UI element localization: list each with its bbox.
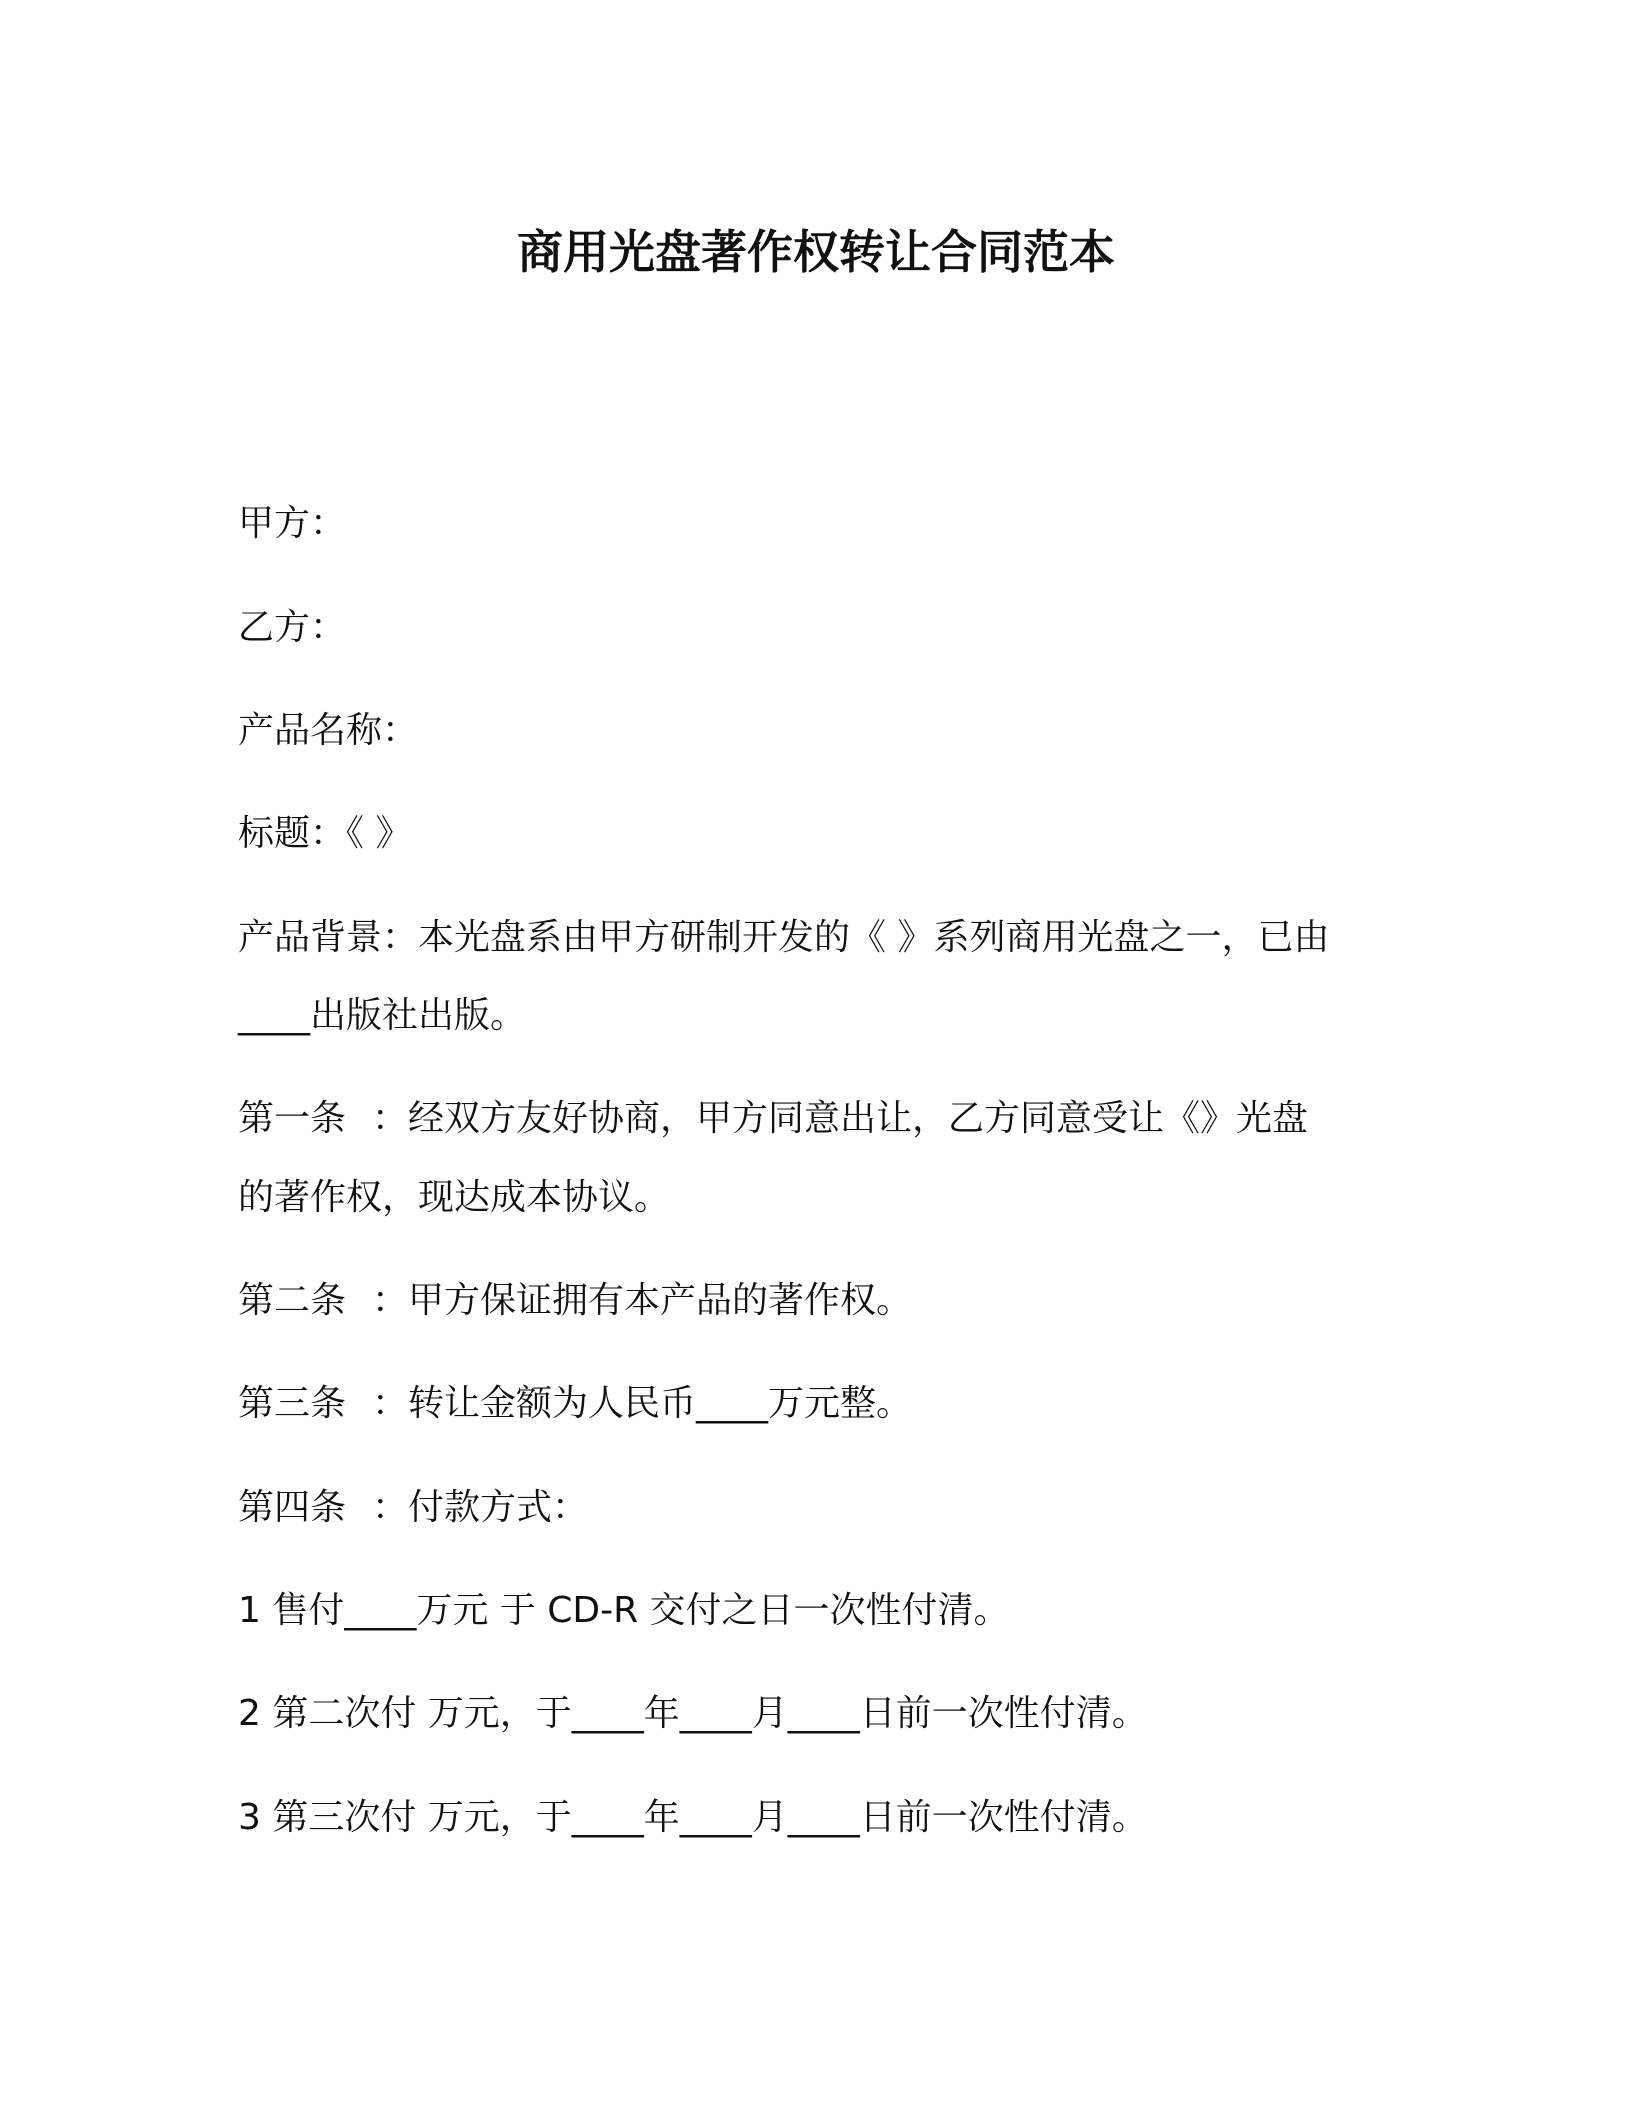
background-line-1: 产品背景：本光盘系由甲方研制开发的《 》系列商用光盘之一，已由 xyxy=(238,917,1330,958)
article-2-line xyxy=(238,1275,1378,1327)
article-1-label: 第一条 xyxy=(238,1098,347,1139)
article-2-label: 第二条 xyxy=(238,1280,347,1321)
heading-line: 标题：《 》 xyxy=(238,813,412,854)
article-4-label: 第四条 xyxy=(238,1487,347,1528)
article-1-text: ：经双方友好协商，甲方同意出让，乙方同意受让《》光盘 xyxy=(372,1098,1309,1139)
payment-item-2: 2 第二次付 万元，于____年____月____日前一次性付清。 xyxy=(238,1693,1148,1734)
background-line-2: ____出版社出版。 xyxy=(238,995,527,1036)
article-1-line-2: 的著作权，现达成本协议。 xyxy=(238,1177,671,1218)
article-1-line-1 xyxy=(238,1093,1378,1145)
product-name-line: 产品名称： xyxy=(238,710,419,751)
article-4-text: ：付款方式： xyxy=(372,1487,589,1528)
document-title: 商用光盘著作权转让合同范本 xyxy=(517,225,1115,279)
article-3-text: ：转让金额为人民币____万元整。 xyxy=(372,1383,913,1424)
party-b-line: 乙方： xyxy=(238,607,347,648)
article-4-line xyxy=(238,1482,1378,1534)
party-a-line: 甲方： xyxy=(238,503,347,544)
payment-item-1: 1 售付____万元 于 CD-R 交付之日一次性付清。 xyxy=(238,1590,1010,1631)
article-3-label: 第三条 xyxy=(238,1383,347,1424)
payment-item-3: 3 第三次付 万元，于____年____月____日前一次性付清。 xyxy=(238,1797,1148,1838)
article-2-text: ：甲方保证拥有本产品的著作权。 xyxy=(372,1280,913,1321)
article-3-line xyxy=(238,1378,1378,1430)
